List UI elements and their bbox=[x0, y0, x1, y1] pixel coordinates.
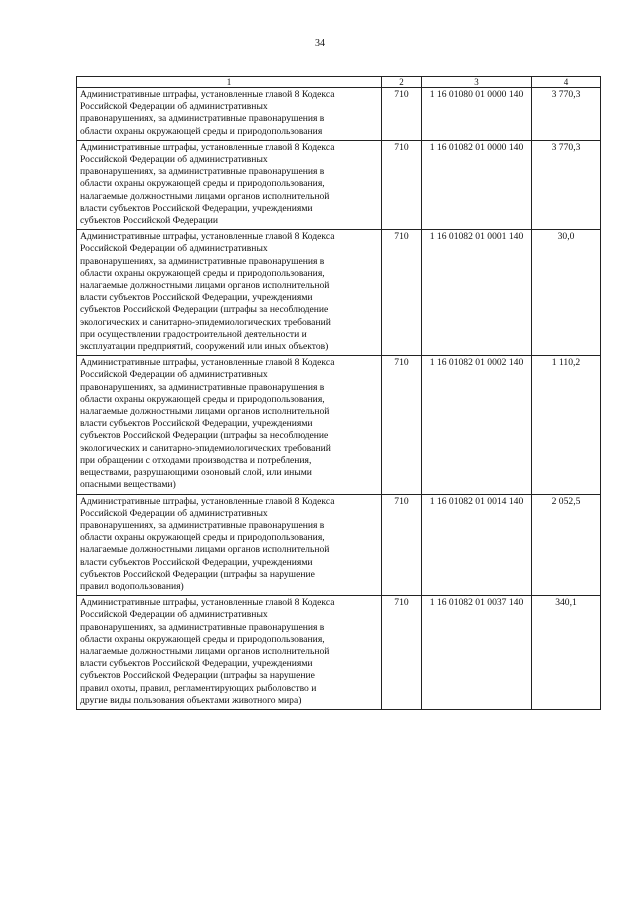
row-admin-code: 710 bbox=[382, 596, 422, 710]
row-amount: 2 052,5 bbox=[532, 494, 601, 596]
column-header-3: 3 bbox=[422, 77, 532, 88]
column-header-4: 4 bbox=[532, 77, 601, 88]
row-kbk-code: 1 16 01082 01 0002 140 bbox=[422, 356, 532, 494]
row-kbk-code: 1 16 01080 01 0000 140 bbox=[422, 88, 532, 141]
row-description: Административные штрафы, установленные главой 8 Кодекса Российской Федерации об административных правонарушениях, за административные правонарушения в области охраны окружающей среды и природопользования bbox=[77, 88, 382, 141]
row-kbk-code: 1 16 01082 01 0014 140 bbox=[422, 494, 532, 596]
table-row bbox=[77, 494, 601, 596]
row-description: Административные штрафы, установленные главой 8 Кодекса Российской Федерации об административных правонарушениях, за административные правонарушения в области охраны окружающей среды и природопользования, налагаемые должностными лицами органов исполнительной власти субъектов Российской Федерации, учреждениями субъектов Российской Федерации (штрафы за несоблюдение экологических и санитарно-эпидемиологических требований при осуществлении градостроительной деятельности и эксплуатации предприятий, сооружений или иных объектов) bbox=[77, 230, 382, 356]
row-amount: 3 770,3 bbox=[532, 88, 601, 141]
row-description: Административные штрафы, установленные главой 8 Кодекса Российской Федерации об административных правонарушениях, за административные правонарушения в области охраны окружающей среды и природопользования, налагаемые должностными лицами органов исполнительной власти субъектов Российской Федерации, учреждениями субъектов Российской Федерации (штрафы за несоблюдение экологических и санитарно-эпидемиологических требований при обращении с отходами производства и потребления, веществами, разрушающими озоновый слой, или иными опасными веществами) bbox=[77, 356, 382, 494]
row-amount: 1 110,2 bbox=[532, 356, 601, 494]
column-header-2: 2 bbox=[382, 77, 422, 88]
row-kbk-code: 1 16 01082 01 0037 140 bbox=[422, 596, 532, 710]
column-header-1: 1 bbox=[77, 77, 382, 88]
row-admin-code: 710 bbox=[382, 88, 422, 141]
row-admin-code: 710 bbox=[382, 140, 422, 229]
table-row bbox=[77, 230, 601, 356]
row-admin-code: 710 bbox=[382, 230, 422, 356]
table-row bbox=[77, 596, 601, 710]
row-amount: 340,1 bbox=[532, 596, 601, 710]
table-row bbox=[77, 140, 601, 229]
row-amount: 3 770,3 bbox=[532, 140, 601, 229]
row-kbk-code: 1 16 01082 01 0001 140 bbox=[422, 230, 532, 356]
row-admin-code: 710 bbox=[382, 356, 422, 494]
page-number: 34 bbox=[315, 38, 325, 49]
row-description: Административные штрафы, установленные главой 8 Кодекса Российской Федерации об административных правонарушениях, за административные правонарушения в области охраны окружающей среды и природопользования, налагаемые должностными лицами органов исполнительной власти субъектов Российской Федерации, учреждениями субъектов Российской Федерации bbox=[77, 140, 382, 229]
row-admin-code: 710 bbox=[382, 494, 422, 596]
table-row bbox=[77, 88, 601, 141]
row-description: Административные штрафы, установленные главой 8 Кодекса Российской Федерации об административных правонарушениях, за административные правонарушения в области охраны окружающей среды и природопользования, налагаемые должностными лицами органов исполнительной власти субъектов Российской Федерации, учреждениями субъектов Российской Федерации (штрафы за нарушение правил охоты, правил, регламентирующих рыболовство и другие виды пользования объектами животного мира) bbox=[77, 596, 382, 710]
row-description: Административные штрафы, установленные главой 8 Кодекса Российской Федерации об административных правонарушениях, за административные правонарушения в области охраны окружающей среды и природопользования, налагаемые должностными лицами органов исполнительной власти субъектов Российской Федерации, учреждениями субъектов Российской Федерации (штрафы за нарушение правил водопользования) bbox=[77, 494, 382, 596]
row-kbk-code: 1 16 01082 01 0000 140 bbox=[422, 140, 532, 229]
revenue-table bbox=[76, 76, 601, 710]
row-amount: 30,0 bbox=[532, 230, 601, 356]
table-row bbox=[77, 356, 601, 494]
table-header-row bbox=[77, 77, 601, 88]
